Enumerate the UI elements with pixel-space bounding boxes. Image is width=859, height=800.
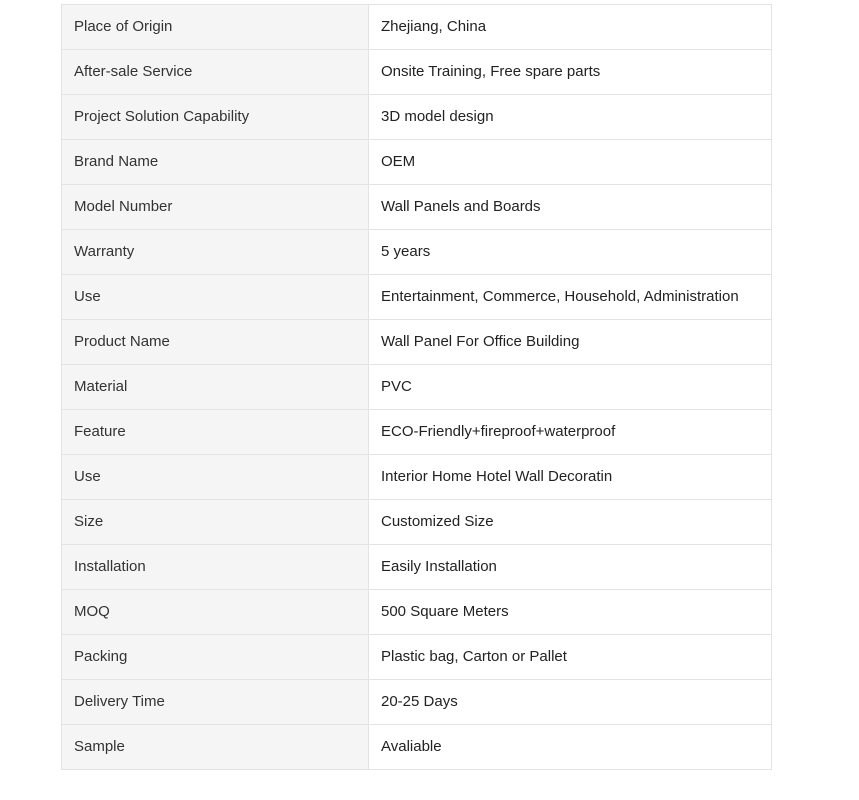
- table-row: [62, 500, 772, 545]
- spec-value: OEM: [369, 140, 772, 185]
- spec-key: Brand Name: [62, 140, 369, 185]
- spec-key: Place of Origin: [62, 5, 369, 50]
- table-row: [62, 95, 772, 140]
- spec-key: Feature: [62, 410, 369, 455]
- spec-value: Entertainment, Commerce, Household, Administration: [369, 275, 772, 320]
- spec-key: After-sale Service: [62, 50, 369, 95]
- spec-key: Product Name: [62, 320, 369, 365]
- spec-value: Easily Installation: [369, 545, 772, 590]
- spec-value: PVC: [369, 365, 772, 410]
- table-row: [62, 320, 772, 365]
- table-row: [62, 545, 772, 590]
- spec-key: Project Solution Capability: [62, 95, 369, 140]
- table-row: [62, 680, 772, 725]
- table-row: [62, 365, 772, 410]
- spec-key: Material: [62, 365, 369, 410]
- spec-key: Size: [62, 500, 369, 545]
- table-row: [62, 140, 772, 185]
- spec-key: Packing: [62, 635, 369, 680]
- table-row: [62, 455, 772, 500]
- spec-key: Use: [62, 455, 369, 500]
- spec-value: 20-25 Days: [369, 680, 772, 725]
- table-row: [62, 5, 772, 50]
- table-row: [62, 590, 772, 635]
- table-row: [62, 50, 772, 95]
- spec-value: Customized Size: [369, 500, 772, 545]
- table-row: [62, 410, 772, 455]
- spec-key: Installation: [62, 545, 369, 590]
- spec-key: Model Number: [62, 185, 369, 230]
- product-specs-table: [61, 4, 772, 770]
- table-row: [62, 725, 772, 770]
- spec-value: 5 years: [369, 230, 772, 275]
- spec-key: Use: [62, 275, 369, 320]
- table-row: [62, 185, 772, 230]
- spec-key: MOQ: [62, 590, 369, 635]
- spec-value: 3D model design: [369, 95, 772, 140]
- spec-value: Interior Home Hotel Wall Decoratin: [369, 455, 772, 500]
- spec-key: Delivery Time: [62, 680, 369, 725]
- spec-value: 500 Square Meters: [369, 590, 772, 635]
- table-row: [62, 230, 772, 275]
- spec-value: Avaliable: [369, 725, 772, 770]
- spec-value: Onsite Training, Free spare parts: [369, 50, 772, 95]
- spec-value: Plastic bag, Carton or Pallet: [369, 635, 772, 680]
- table-row: [62, 275, 772, 320]
- spec-value: Wall Panels and Boards: [369, 185, 772, 230]
- spec-key: Warranty: [62, 230, 369, 275]
- spec-value: Zhejiang, China: [369, 5, 772, 50]
- table-row: [62, 635, 772, 680]
- spec-value: Wall Panel For Office Building: [369, 320, 772, 365]
- spec-key: Sample: [62, 725, 369, 770]
- spec-value: ECO-Friendly+fireproof+waterproof: [369, 410, 772, 455]
